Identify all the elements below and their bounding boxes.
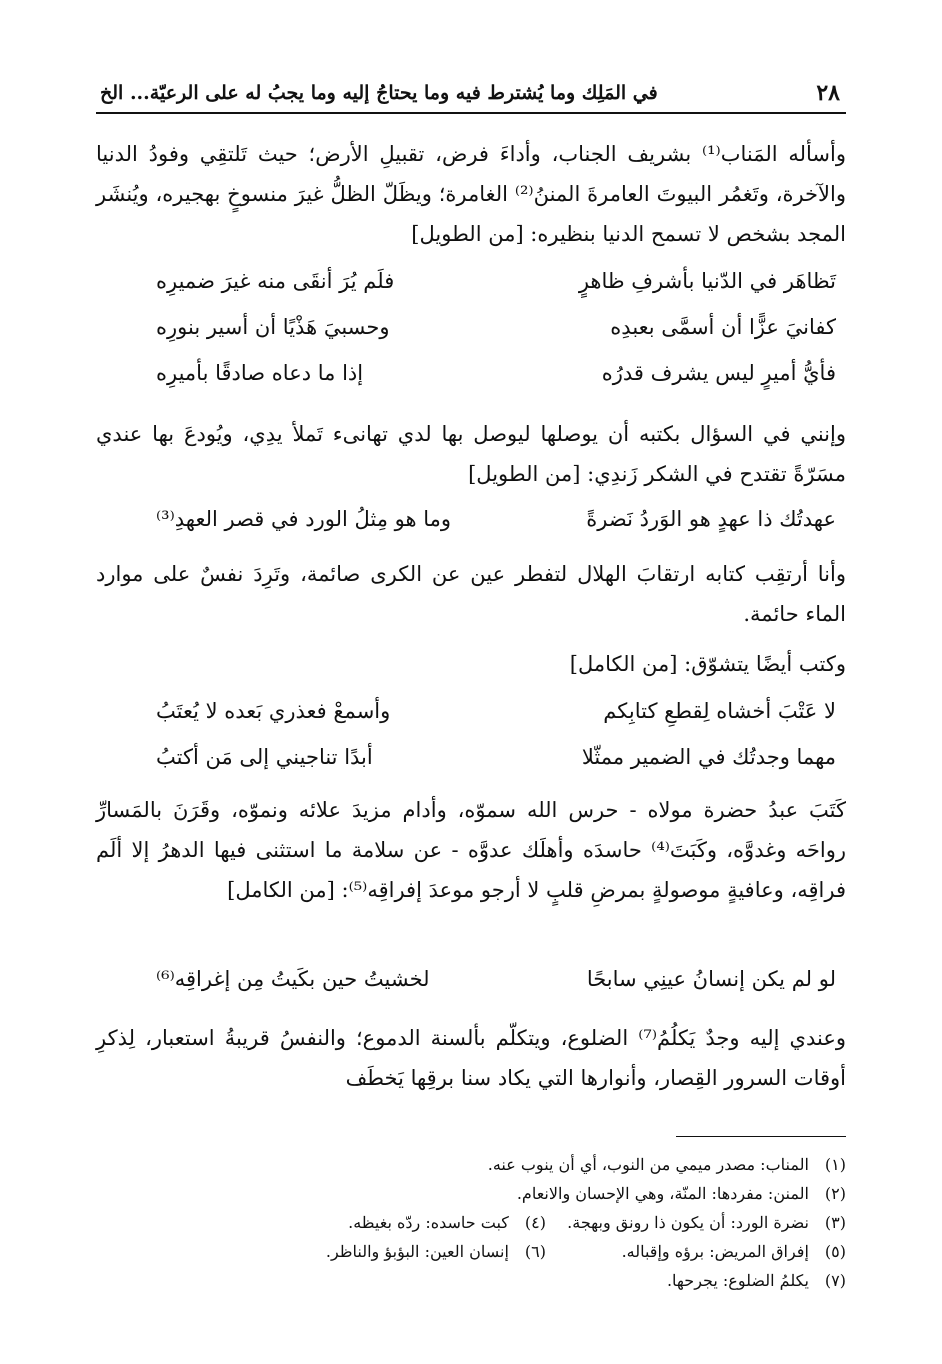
paragraph-1: وأسأله المَناب⁽¹⁾ بشريف الجناب، وأداءَ فرض، تقبيلِ الأرض؛ حيث تَلتقِي وفودُ الدنيا والآخرة، وتَغمُر البيوتَ العامرةَ المننُ⁽²⁾ الغامرة؛ ويظَلّ الظلُّ غيرَ منسوخٍ بهجيره، ويُنشَر المجد بشخص لا تسمح الدنيا بنظيره: [من الطويل] bbox=[96, 142, 846, 246]
footnote bbox=[488, 1150, 846, 1179]
main-text-block-5 bbox=[96, 790, 846, 910]
footnote-row bbox=[96, 1266, 846, 1295]
verse-line bbox=[96, 304, 846, 350]
poem-4 bbox=[96, 956, 846, 1002]
running-title: في المَلِك وما يُشترط فيه وما يحتاجُ إليه وما يجبُ له على الرعيّة... الخ bbox=[100, 82, 658, 104]
footnote-row bbox=[96, 1237, 846, 1266]
footnote-number: (٦) bbox=[524, 1242, 546, 1261]
footnote-row bbox=[96, 1208, 846, 1237]
verse-second-hemistich: فلَم يُرَ أنقَى منه غيرَ ضميرِه bbox=[156, 269, 395, 293]
verse-second-hemistich: وحسبيَ هَذْيًا أن أسير بنورِه bbox=[156, 315, 390, 339]
footnotes bbox=[96, 1150, 846, 1295]
main-text-block-2 bbox=[96, 414, 846, 494]
footnote bbox=[546, 1208, 846, 1237]
verse-second-hemistich: إذا ما دعاه صادقًا بأميرِه bbox=[156, 361, 364, 385]
verse-first-hemistich: كفانيَ عزًّا أن أسمَّى بعبدِه bbox=[610, 315, 836, 339]
paragraph-4: وكتب أيضًا يتشوّق: [من الكامل] bbox=[569, 652, 846, 676]
footnote-number: (٤) bbox=[524, 1213, 546, 1232]
footnote-row bbox=[96, 1150, 846, 1179]
footnote-text: المنن: مفردها: المنّة، وهي الإحسان والانعام. bbox=[516, 1184, 809, 1203]
poem-3 bbox=[96, 688, 846, 780]
footnote bbox=[546, 1237, 846, 1266]
verse-line bbox=[96, 496, 846, 542]
footnote bbox=[517, 1179, 846, 1208]
paragraph-3: وأنا أرتقِب كتابه ارتقابَ الهلال لتفطر عين عن الكرى صائمة، وتَرِدَ نفسٌ على موارد الماء حائمة. bbox=[96, 562, 846, 626]
footnote-text: المناب: مصدر ميمي من النوب، أي أن ينوب عنه. bbox=[487, 1155, 809, 1174]
footnote bbox=[326, 1237, 546, 1266]
verse-second-hemistich: أبدًا تناجيني إلى مَن أكتبُ bbox=[156, 745, 373, 769]
footnote-row bbox=[96, 1179, 846, 1208]
footnote-separator bbox=[676, 1136, 846, 1137]
main-text-block-4 bbox=[96, 644, 846, 684]
footnote-number: (٥) bbox=[824, 1242, 846, 1261]
verse-first-hemistich: لا عَتْبَ أخشاه لِقطعِ كتابِكم bbox=[603, 699, 836, 723]
verse-second-hemistich: وأسمعْ فعذري بَعده لا يُعتَبُ bbox=[156, 699, 391, 723]
main-text-block-1 bbox=[96, 134, 846, 254]
main-text-block-6 bbox=[96, 1018, 846, 1098]
verse-line bbox=[96, 688, 846, 734]
paragraph-5: كَتَبَ عبدُ حضرة مولاه - حرس الله سموّه، وأدام مزيدَ علائه ونموّه، وقَرَنَ بالمَسارِّ رواحَه وغدوَّه، وكَبَتَ⁽⁴⁾ حاسدَه وأهلَك عدوَّه - عن سلامة ما استثنى فيها الدهرُ إلا ألَم فراقِه، وعافيةٍ موصولةٍ بمرضِ قلبٍ لا أرجو موعدَ إفراقِه⁽⁵⁾: [من الكامل] bbox=[96, 798, 846, 902]
paragraph-6: وعندي إليه وجدٌ يَكلُمُ⁽⁷⁾ الضلوع، ويتكلّم بألسنة الدموع؛ والنفسُ قريبةُ استعبار، لِذكرِ أوقات السرور القِصار، وأنوارها التي يكاد سنا برقِها يَخطَف bbox=[96, 1026, 846, 1090]
paragraph-2: وإنني في السؤال بكتبه أن يوصلها ليوصل بها لدي تهانىء تَملأ يدِي، ويُودعَ بها عندي مسَرّةً تقتدح في الشكر زَندِي: [من الطويل] bbox=[96, 422, 846, 486]
footnote-text: كبت حاسده: ردّه بغيظه. bbox=[348, 1213, 509, 1232]
verse-first-hemistich: عهدتُك ذا عهدٍ هو الوَردُ نَضرةً bbox=[586, 507, 836, 531]
footnote-number: (٣) bbox=[824, 1213, 846, 1232]
footnote-text: يكلمُ الضلوع: يجرحها. bbox=[666, 1271, 809, 1290]
verse-first-hemistich: مهما وجدتُك في الضمير ممثّلا bbox=[581, 745, 836, 769]
verse-second-hemistich: لخشيتُ حين بكَيتُ مِن إغراقِه⁽⁶⁾ bbox=[156, 967, 430, 991]
verse-first-hemistich: فأيُّ أميرٍ ليس يشرف قدرُه bbox=[601, 361, 836, 385]
poem-2 bbox=[96, 496, 846, 542]
footnote-number: (٧) bbox=[824, 1271, 846, 1290]
main-text-block-3 bbox=[96, 554, 846, 634]
footnote-number: (٢) bbox=[824, 1184, 846, 1203]
footnote-number: (١) bbox=[824, 1155, 846, 1174]
footnote-text: نضرة الورد: أن يكون ذا رونق وبهجة. bbox=[567, 1213, 809, 1232]
footnote bbox=[667, 1266, 846, 1295]
verse-first-hemistich: لو لم يكن إنسانُ عينِي سابحًا bbox=[586, 967, 836, 991]
verse-line bbox=[96, 956, 846, 1002]
poem-1 bbox=[96, 258, 846, 396]
page-header bbox=[96, 78, 846, 114]
footnote-text: إفراق المريض: برؤه وإقباله. bbox=[621, 1242, 809, 1261]
page-number: ٢٨ bbox=[816, 80, 840, 106]
verse-first-hemistich: تَظاهَر في الدّنيا بأشرفِ ظاهرٍ bbox=[578, 269, 836, 293]
verse-line bbox=[96, 258, 846, 304]
verse-line bbox=[96, 734, 846, 780]
footnote bbox=[348, 1208, 546, 1237]
verse-line bbox=[96, 350, 846, 396]
footnote-text: إنسان العين: البؤبؤ والناظر. bbox=[325, 1242, 509, 1261]
verse-second-hemistich: وما هو مِثلُ الورد في قصر العهدِ⁽³⁾ bbox=[156, 507, 452, 531]
